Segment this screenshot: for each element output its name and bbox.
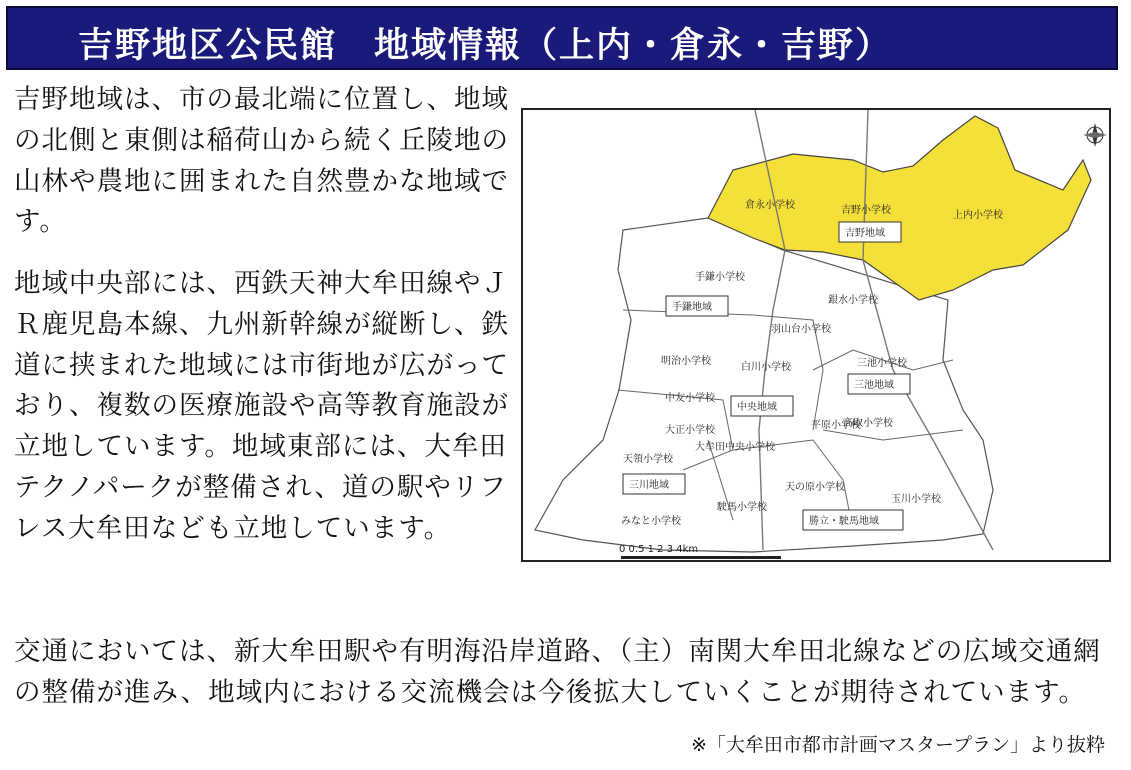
school-label-chuyu: 中友小学校 — [665, 393, 715, 404]
school-label-taisho: 大正小学校 — [665, 425, 715, 436]
school-label-yoshino: 吉野小学校 — [841, 205, 891, 216]
school-label-kamiuchi: 上内小学校 — [953, 210, 1003, 221]
school-label-miike: 三池小学校 — [857, 358, 907, 369]
school-label-tegama: 手鎌小学校 — [695, 272, 745, 283]
intro-paragraph: 吉野地域は、市の最北端に位置し、地域の北側と東側は稲荷山から続く丘陵地の山林や農地に囲まれた自然豊かな地域です。 — [14, 84, 509, 238]
school-label-minato: みなと小学校 — [621, 516, 681, 527]
region-label-chuo: 中央地域 — [737, 402, 777, 413]
region-label-mikawa: 三川地域 — [629, 480, 669, 491]
school-label-hirabaru: 平原小学校 — [811, 420, 861, 431]
district-map-svg — [523, 110, 1109, 560]
school-label-ginsui: 銀水小学校 — [828, 295, 878, 306]
page-title: 吉野地区公民館 地域情報（上内・倉永・吉野） — [78, 26, 893, 66]
district-map — [521, 108, 1111, 562]
region-label-katsudachi: 勝立・駛馬地域 — [809, 516, 879, 527]
school-label-hayame: 駛馬小学校 — [717, 502, 767, 513]
region-label-miike: 三池地域 — [854, 380, 894, 391]
school-label-tenryo: 天領小学校 — [623, 454, 673, 465]
central-area-paragraph: 地域中央部には、西鉄天神大牟田線やＪＲ鹿児島本線、九州新幹線が縦断し、鉄道に挟まれた地域には市街地が広がっており、複数の医療施設や高等教育施設が立地しています。地域東部には、大牟田テクノパークが整備され、道の駅やリフレス大牟田なども立地しています。 — [14, 268, 509, 544]
school-label-shirakawa: 白川小学校 — [741, 362, 791, 373]
school-label-amanohara: 天の原小学校 — [785, 482, 845, 493]
transport-paragraph: 交通においては、新大牟田駅や有明海沿岸道路、（主）南関大牟田北線などの広域交通網の整備が進み、地域内における交流機会は今後拡大していくことが期待されています。 — [14, 636, 1101, 708]
school-label-kuranaga: 倉永小学校 — [745, 200, 795, 211]
title-banner — [6, 6, 1118, 70]
school-label-tamagawa: 玉川小学校 — [891, 494, 941, 505]
school-label-meiji: 明治小学校 — [661, 356, 711, 367]
school-label-takatori: 高取小学校 — [843, 418, 893, 429]
scale-label: 0 0.5 1 2 3 4km — [619, 544, 699, 555]
source-note: ※「大牟田市都市計画マスタープラン」より抜粋 — [691, 734, 1105, 756]
school-label-tenzandai: 羽山台小学校 — [771, 324, 831, 335]
region-label-tegama: 手鎌地域 — [672, 302, 712, 313]
school-label-omutachuo: 大牟田中央小学校 — [695, 442, 775, 453]
region-label-yoshino: 吉野地域 — [845, 228, 885, 239]
compass-icon — [1083, 123, 1107, 147]
